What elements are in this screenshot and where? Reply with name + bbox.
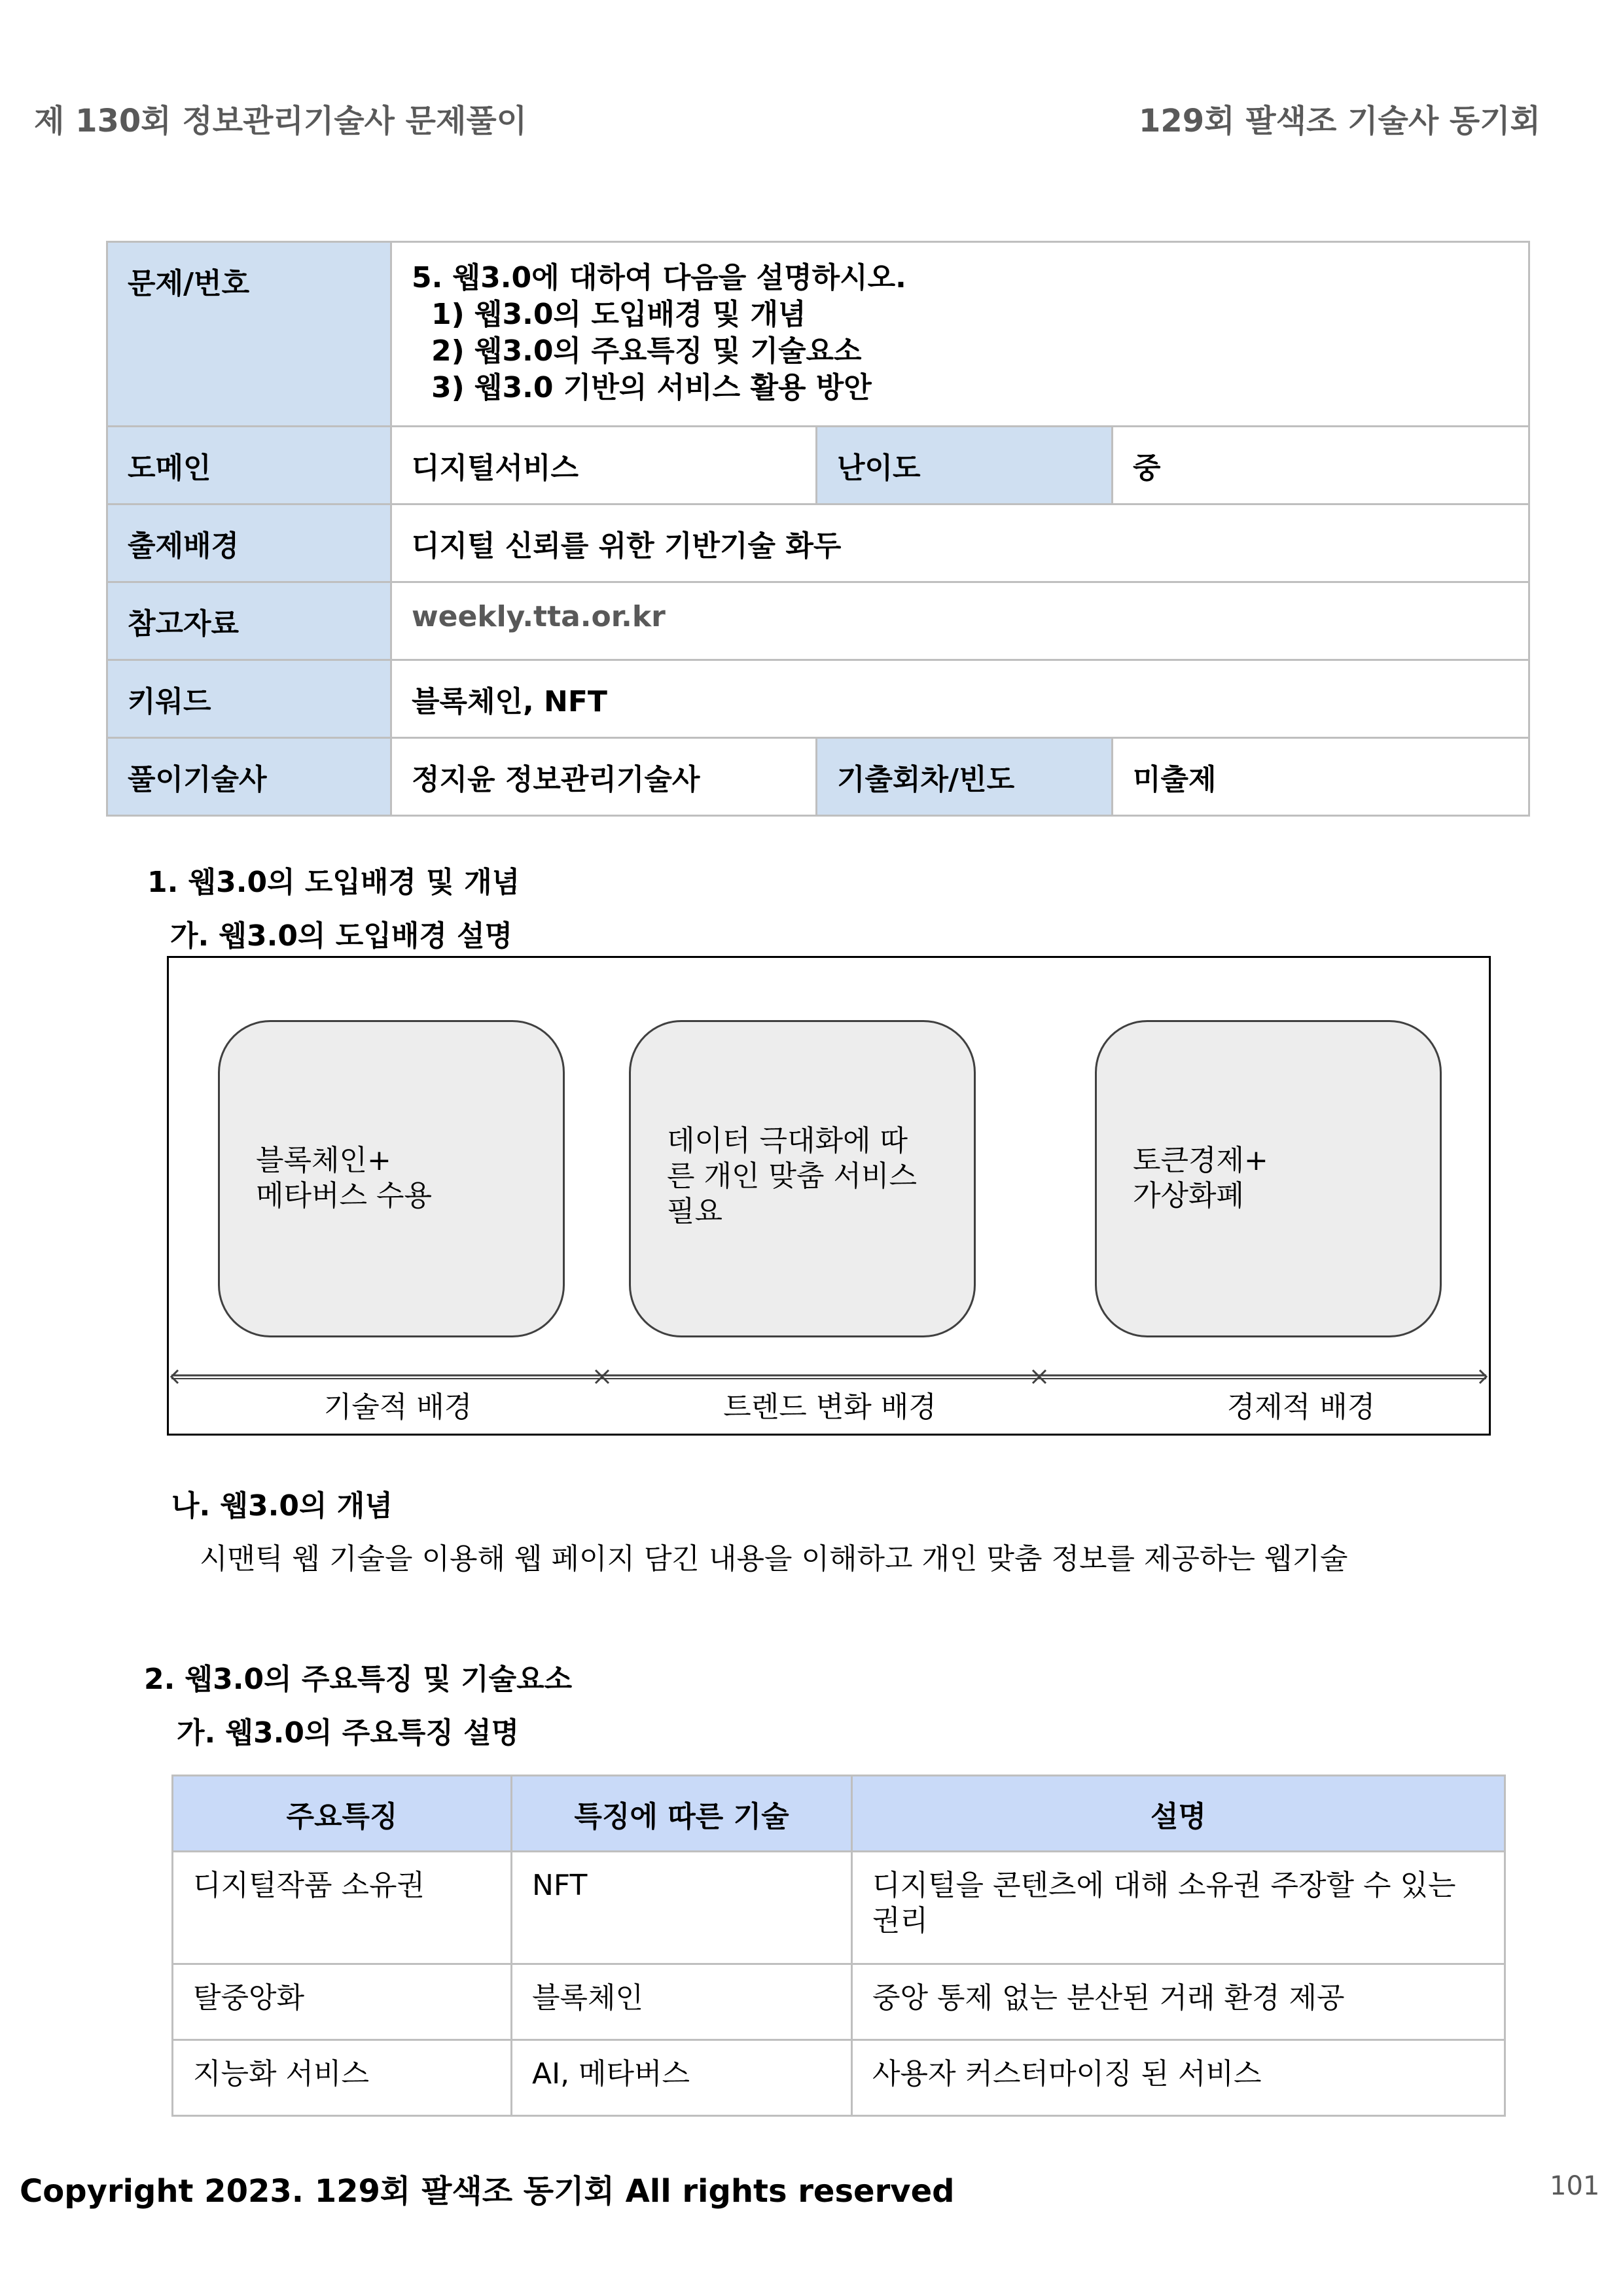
history-label: 기출회차/빈도 [817, 738, 1113, 816]
tech-background-card [218, 1020, 565, 1337]
table-row [107, 504, 1529, 582]
economy-background-card-text: 토큰경제+ 가상화폐 [1133, 1144, 1268, 1212]
section-1-title: 1. 웹3.0의 도입배경 및 개념 [147, 866, 520, 899]
question-label: 문제/번호 [107, 242, 391, 427]
arrow-divider-icon [1039, 1370, 1046, 1383]
column-header: 특징에 따른 기술 [512, 1776, 852, 1852]
arrow-left-icon [171, 1370, 178, 1383]
web3-concept-text: 시맨틱 웹 기술을 이용해 웹 페이지 담긴 내용을 이해하고 개인 맞춤 정보를 제공하는 웹기술 [200, 1542, 1348, 1576]
keyword-value: 블록체인, NFT [391, 660, 1529, 738]
economy-background-card [1095, 1020, 1442, 1337]
feature-cell: 탈중앙화 [173, 1964, 512, 2040]
background-label: 출제배경 [107, 504, 391, 582]
table-row [107, 660, 1529, 738]
table-header-row [173, 1776, 1505, 1852]
column-header: 설명 [852, 1776, 1505, 1852]
question-item-3: 3) 웹3.0 기반의 서비스 활용 방안 [431, 371, 872, 404]
feature-cell: 디지털작품 소유권 [173, 1852, 512, 1964]
tech-cell: AI, 메타버스 [512, 2040, 852, 2116]
domain-label: 도메인 [107, 427, 391, 504]
difficulty-label: 난이도 [817, 427, 1113, 504]
table-row [107, 738, 1529, 816]
question-item-2: 2) 웹3.0의 주요특징 및 기술요소 [431, 334, 862, 368]
author-label: 풀이기술사 [107, 738, 391, 816]
trend-background-card [629, 1020, 976, 1337]
reference-link[interactable]: weekly.tta.or.kr [391, 582, 1529, 660]
header-right-title: 129회 팔색조 기술사 동기회 [1139, 103, 1541, 139]
column-header: 주요특징 [173, 1776, 512, 1852]
reference-label: 참고자료 [107, 582, 391, 660]
economy-background-label: 경제적 배경 [1226, 1390, 1376, 1424]
tech-cell: 블록체인 [512, 1964, 852, 2040]
question-cell [391, 242, 1529, 427]
feature-cell: 지능화 서비스 [173, 2040, 512, 2116]
question-title: 5. 웹3.0에 대하여 다음을 설명하시오. [412, 261, 906, 294]
table-row [173, 2040, 1505, 2116]
domain-value: 디지털서비스 [391, 427, 817, 504]
difficulty-value: 중 [1113, 427, 1529, 504]
page-number: 101 [1550, 2171, 1600, 2201]
feature-table [171, 1775, 1506, 2117]
history-value: 미출제 [1113, 738, 1529, 816]
footer-copyright: Copyright 2023. 129회 팔색조 동기회 All rights reserved [20, 2173, 955, 2210]
trend-background-label: 트렌드 변화 배경 [723, 1390, 936, 1424]
description-cell: 디지털을 콘텐츠에 대해 소유권 주장할 수 있는 권리 [852, 1852, 1505, 1964]
section-1b-title: 나. 웹3.0의 개념 [171, 1489, 393, 1523]
section-1a-title: 가. 웹3.0의 도입배경 설명 [170, 919, 513, 953]
description-cell: 사용자 커스터마이징 된 서비스 [852, 2040, 1505, 2116]
table-row [107, 427, 1529, 504]
trend-background-card-text: 데이터 극대화에 따 른 개인 맞춤 서비스 필요 [667, 1124, 917, 1228]
table-row [173, 1852, 1505, 1964]
keyword-label: 키워드 [107, 660, 391, 738]
tech-cell: NFT [512, 1852, 852, 1964]
tech-background-card-text: 블록체인+ 메타버스 수용 [256, 1144, 433, 1212]
table-row [107, 582, 1529, 660]
background-value: 디지털 신뢰를 위한 기반기술 화두 [391, 504, 1529, 582]
section-2a-title: 가. 웹3.0의 주요특징 설명 [177, 1716, 520, 1750]
arrow-right-icon [1480, 1370, 1486, 1383]
header-left-title: 제 130회 정보관리기술사 문제풀이 [34, 103, 527, 139]
question-meta-table [106, 241, 1530, 817]
table-row [173, 1964, 1505, 2040]
background-diagram [167, 956, 1491, 1436]
question-item-1: 1) 웹3.0의 도입배경 및 개념 [431, 298, 806, 331]
arrow-divider-icon [602, 1370, 609, 1383]
author-value: 정지윤 정보관리기술사 [391, 738, 817, 816]
description-cell: 중앙 통제 없는 분산된 거래 환경 제공 [852, 1964, 1505, 2040]
tech-background-label: 기술적 배경 [323, 1390, 473, 1424]
table-row [107, 242, 1529, 427]
section-2-title: 2. 웹3.0의 주요특징 및 기술요소 [144, 1663, 573, 1696]
